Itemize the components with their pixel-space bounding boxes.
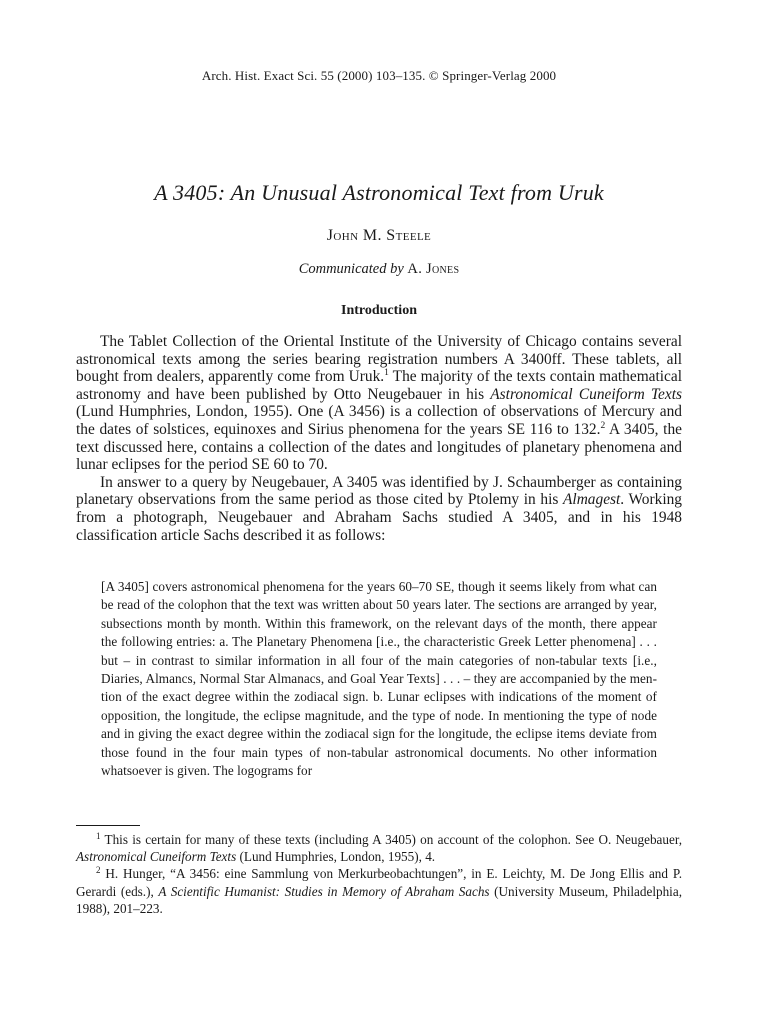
- footnote-text: This is certain for many of these texts (including A 3405) on account of the colophon. See O. Neugebauer,: [100, 832, 682, 847]
- footnote-2: [76, 865, 682, 917]
- communicated-label: Communicated by: [298, 261, 404, 277]
- paragraph-text: The Tablet Collection of the Oriental Institute of the University of Chicago contains several astronomical texts among the series bearing registration numbers A 3400ff. These tablets, all bought from dealers, apparently come from Uruk.: [76, 333, 682, 386]
- paragraph-text: . Working from a photograph, Neugebauer and Abraham Sachs studied A 3405, and in his 1948 classification article Sachs described it as follows:: [76, 491, 682, 544]
- book-title: Astronomical Cuneiform Texts: [76, 849, 237, 865]
- paragraph-text: (Lund Humphries, London, 1955). One (A 3456) is a collection of observations of Mercury and the dates of solstices, equinoxes and Sirius phenomena for the years SE 116 to 132.: [76, 403, 682, 438]
- paragraph-text: The majority of the texts contain mathematical astronomy and have been published by Otto Neugebauer in his: [76, 368, 682, 403]
- paragraph-1: [76, 333, 682, 474]
- book-title: A Scientific Humanist: Studies in Memory of Abraham Sachs: [158, 883, 490, 899]
- paper-page: [76, 0, 682, 1024]
- footnote-text: H. Hunger, “A 3456: eine Sammlung von Merkurbeobachtungen”, in E. Leichty, M. De Jong Ellis and P. Gerardi (eds.),: [76, 866, 682, 899]
- footnote-marker-2[interactable]: 2: [600, 420, 606, 431]
- footnotes: [76, 831, 682, 917]
- footnote-1: [76, 831, 682, 865]
- footnote-number: 2: [96, 865, 101, 876]
- book-title: Astronomical Cuneiform Texts: [490, 385, 682, 403]
- communicated-by: [76, 261, 682, 278]
- paragraph-text: In answer to a query by Neugebauer, A 3405 was identified by J. Schaumberger as containing planetary observations from the same period as those cited by Ptolemy in his: [76, 473, 682, 509]
- block-quote: [A 3405] covers astronomical phenomena for the years 60–70 SE, though it seems likely from what can be read of the colophon that the text was written about 50 years later. The sections are arranged by year, subsections month by month. Within this framework, on the relevant days of the month, there appear the following entries: a. The Planetary Phenomena [i.e., the characteristic Greek Letter phenomena] . . . but – in contrast to similar information in all four of the main categories of non-tabular texts [i.e., Diaries, Almancs, Normal Star Almanacs, and Goal Year Texts] . . . – they are accompanied by the mention of the exact degree within the zodiacal sign. b. Lunar eclipses with indications of the moment of opposition, the longitude, the eclipse magnitude, and the type of node. In mentioning the type of node and in giving the exact degree within the zodiacal sign for the longitude, the eclipse items deviate from those found in the four main types of non-tabular astronomical documents. No other information whatsoever is given. The logograms for: [101, 579, 657, 779]
- article-title: A 3405: An Unusual Astronomical Text from Uruk: [154, 180, 604, 205]
- introduction-body: [76, 333, 682, 544]
- footnote-text: (University Museum, Philadelphia, 1988), 201–223.: [76, 883, 682, 916]
- footnote-marker-1[interactable]: 1: [384, 368, 389, 379]
- author-name: John M. Steele: [326, 227, 432, 244]
- paragraph-text: A 3405, the text discussed here, contains a collection of the dates and longitudes of planetary phenomena and lunar eclipses for the period SE 60 to 70.: [76, 420, 682, 474]
- journal-citation: Arch. Hist. Exact Sci. 55 (2000) 103–135. © Springer-Verlag 2000: [201, 68, 557, 83]
- communicator-name: A. Jones: [407, 261, 460, 277]
- book-title: Almagest: [563, 491, 621, 509]
- paragraph-2: [76, 474, 682, 544]
- footnote-text: (Lund Humphries, London, 1955), 4.: [236, 849, 436, 865]
- footnote-divider: [76, 825, 140, 826]
- section-heading: Introduction: [341, 303, 417, 318]
- footnote-number: 1: [96, 831, 101, 841]
